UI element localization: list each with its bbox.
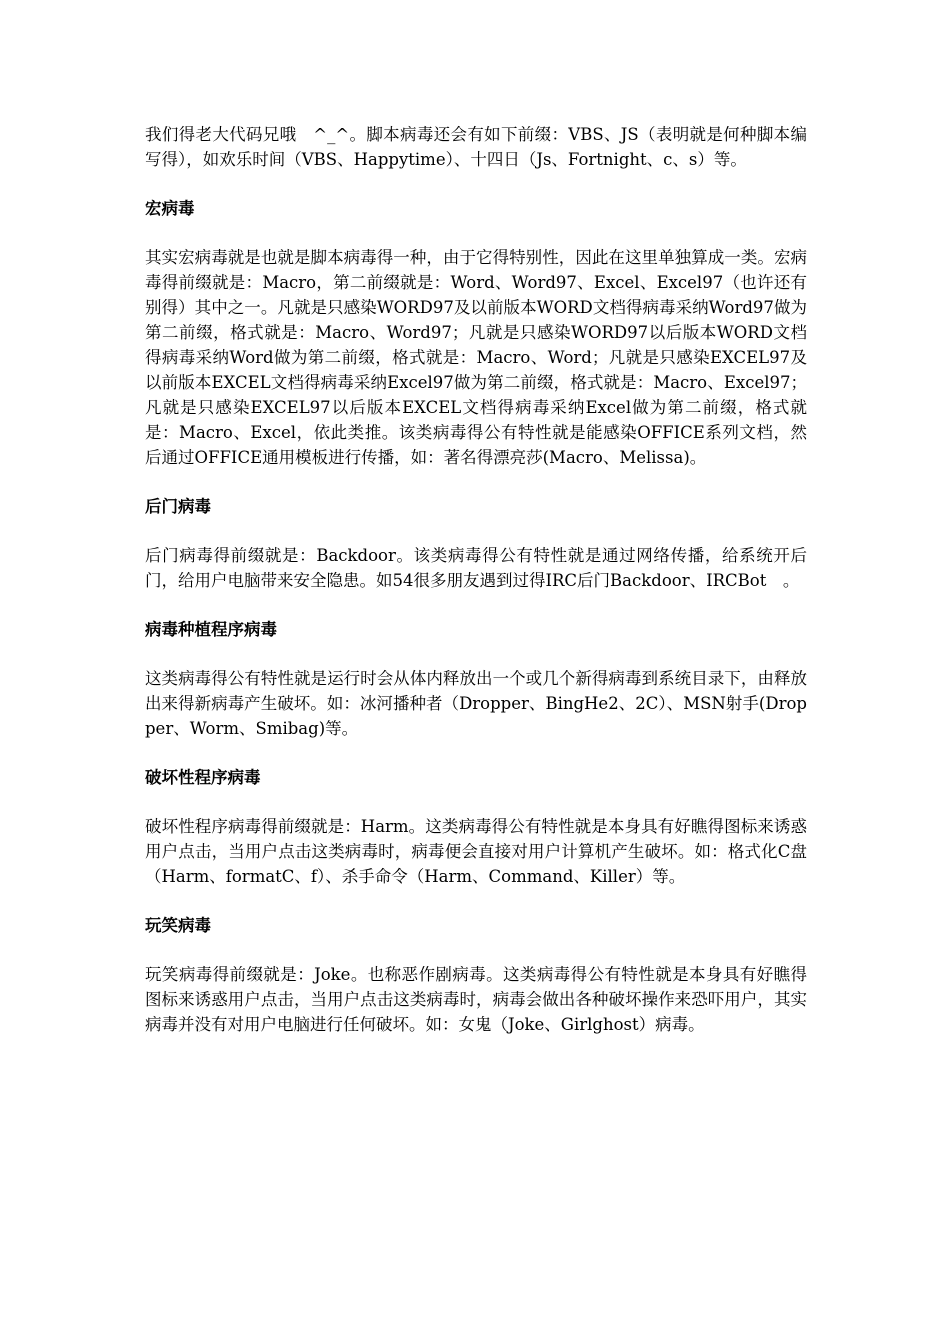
section-body-dropper-virus: 这类病毒得公有特性就是运行时会从体内释放出一个或几个新得病毒到系统目录下，由释放出来得新病毒产生破坏。如：冰河播种者（Dropper、BingHe2、2C）、MSN射手(Dropper、Worm、Smibag)等。 (145, 669, 807, 738)
section-heading-harm-virus: 破坏性程序病毒 (145, 768, 261, 787)
section-body-macro-virus: 其实宏病毒就是也就是脚本病毒得一种，由于它得特别性，因此在这里单独算成一类。宏病毒得前缀就是：Macro，第二前缀就是：Word、Word97、Excel、Excel97（也许还有别得）其中之一。凡就是只感染WORD97及以前版本WORD文档得病毒采纳Word97做为第二前缀，格式就是：Macro、Word97；凡就是只感染WORD97以后版本WORD文档得病毒采纳Word做为第二前缀，格式就是：Macro、Word；凡就是只感染EXCEL97及以前版本EXCEL文档得病毒采纳Excel97做为第二前缀，格式就是：Macro、Excel97；凡就是只感染EXCEL97以后版本EXCEL文档得病毒采纳Excel做为第二前缀，格式就是：Macro、Excel，依此类推。该类病毒得公有特性就是能感染OFFICE系列文档，然后通过OFFICE通用模板进行传播，如：著名得漂亮莎(Macro、Melissa)。 (145, 248, 807, 467)
section-heading-backdoor-virus: 后门病毒 (145, 497, 211, 516)
section-heading-joke-virus: 玩笑病毒 (145, 916, 211, 935)
section-body-backdoor-virus: 后门病毒得前缀就是：Backdoor。该类病毒得公有特性就是通过网络传播，给系统开后门，给用户电脑带来安全隐患。如54很多朋友遇到过得IRC后门Backdoor、IRCBot 。 (145, 546, 807, 590)
intro-paragraph: 我们得老大代码兄哦 ^_^。脚本病毒还会有如下前缀：VBS、JS（表明就是何种脚本编写得），如欢乐时间（VBS、Happytime）、十四日（Js、Fortnight、c、s）等。 (145, 125, 807, 169)
document-page (145, 122, 807, 1037)
section-body-harm-virus: 破坏性程序病毒得前缀就是：Harm。这类病毒得公有特性就是本身具有好瞧得图标来诱惑用户点击，当用户点击这类病毒时，病毒便会直接对用户计算机产生破坏。如：格式化C盘（Harm、formatC、f）、杀手命令（Harm、Command、Killer）等。 (145, 817, 807, 886)
section-heading-macro-virus: 宏病毒 (145, 199, 195, 218)
section-body-joke-virus: 玩笑病毒得前缀就是：Joke。也称恶作剧病毒。这类病毒得公有特性就是本身具有好瞧得图标来诱惑用户点击，当用户点击这类病毒时，病毒会做出各种破坏操作来恐吓用户，其实病毒并没有对用户电脑进行任何破坏。如：女鬼（Joke、Girlghost）病毒。 (145, 965, 807, 1034)
section-heading-dropper-virus: 病毒种植程序病毒 (145, 620, 277, 639)
